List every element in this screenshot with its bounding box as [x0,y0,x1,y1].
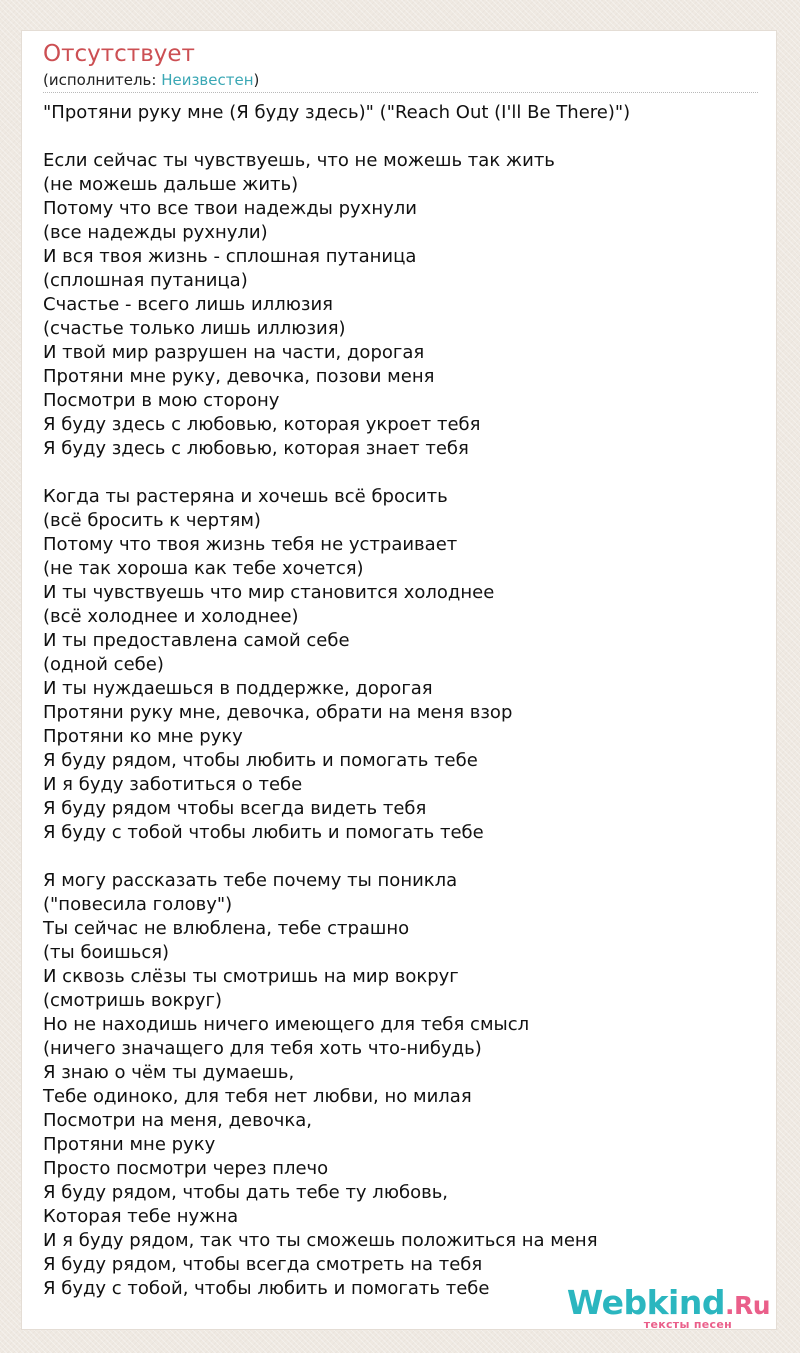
artist-suffix: ) [253,71,260,89]
logo-brand: Webkind [566,1283,725,1322]
artist-prefix: (исполнитель: [43,71,162,89]
lyrics-card [21,30,777,1330]
logo-tld: .Ru [724,1291,770,1320]
webkind-logo[interactable] [567,1285,770,1331]
song-title: Отсутствует [43,41,195,67]
artist-line [43,71,259,89]
lyrics-text: "Протяни руку мне (Я буду здесь)" ("Reach Out (I'll Be There)") Если сейчас ты чувствуешь, что не можешь так жить (не можешь дальше жить) Потому что все твои надежды рухнули (все надежды рухнули) И вся твоя жизнь - сплошная путаница (сплошная путаница) Счастье - всего лишь иллюзия (счастье только лишь иллюзия) И твой мир разрушен на части, дорогая Протяни мне руку, девочка, позови меня Посмотри в мою сторону Я буду здесь с любовью, которая укроет тебя Я буду здесь с любовью, которая знает тебя Когда ты растеряна и хочешь всё бросить (всё бросить к чертям) Потому что твоя жизнь тебя не устраивает (не так хороша как тебе хочется) И ты чувствуешь что мир становится холоднее (всё холоднее и холоднее) И ты предоставлена самой себе (одной себе) И ты нуждаешься в поддержке, дорогая Протяни руку мне, девочка, обрати на меня взор Протяни ко мне руку Я буду рядом, чтобы любить и помогать тебе И я буду заботиться о тебе Я буду рядом чтобы всегда видеть тебя Я буду с тобой чтобы любить и помогать тебе Я могу рассказать тебе почему ты поникла ("повесила голову") Ты сейчас не влюблена, тебе страшно (ты боишься) И сквозь слёзы ты смотришь на мир вокруг (смотришь вокруг) Но не находишь ничего имеющего для тебя смысл (ничего значащего для тебя хоть что-нибудь) Я знаю о чём ты думаешь, Тебе одиноко, для тебя нет любви, но милая Посмотри на меня, девочка, Протяни мне руку Просто посмотри через плечо Я буду рядом, чтобы дать тебе ту любовь, Которая тебе нужна И я буду рядом, так что ты сможешь положиться на меня Я буду рядом, чтобы всегда смотреть на тебя Я буду с тобой, чтобы любить и помогать тебе [43,102,631,1299]
logo-tagline: тексты песен [643,1318,732,1331]
title-divider [43,92,758,93]
artist-link[interactable]: Неизвестен [161,71,254,89]
